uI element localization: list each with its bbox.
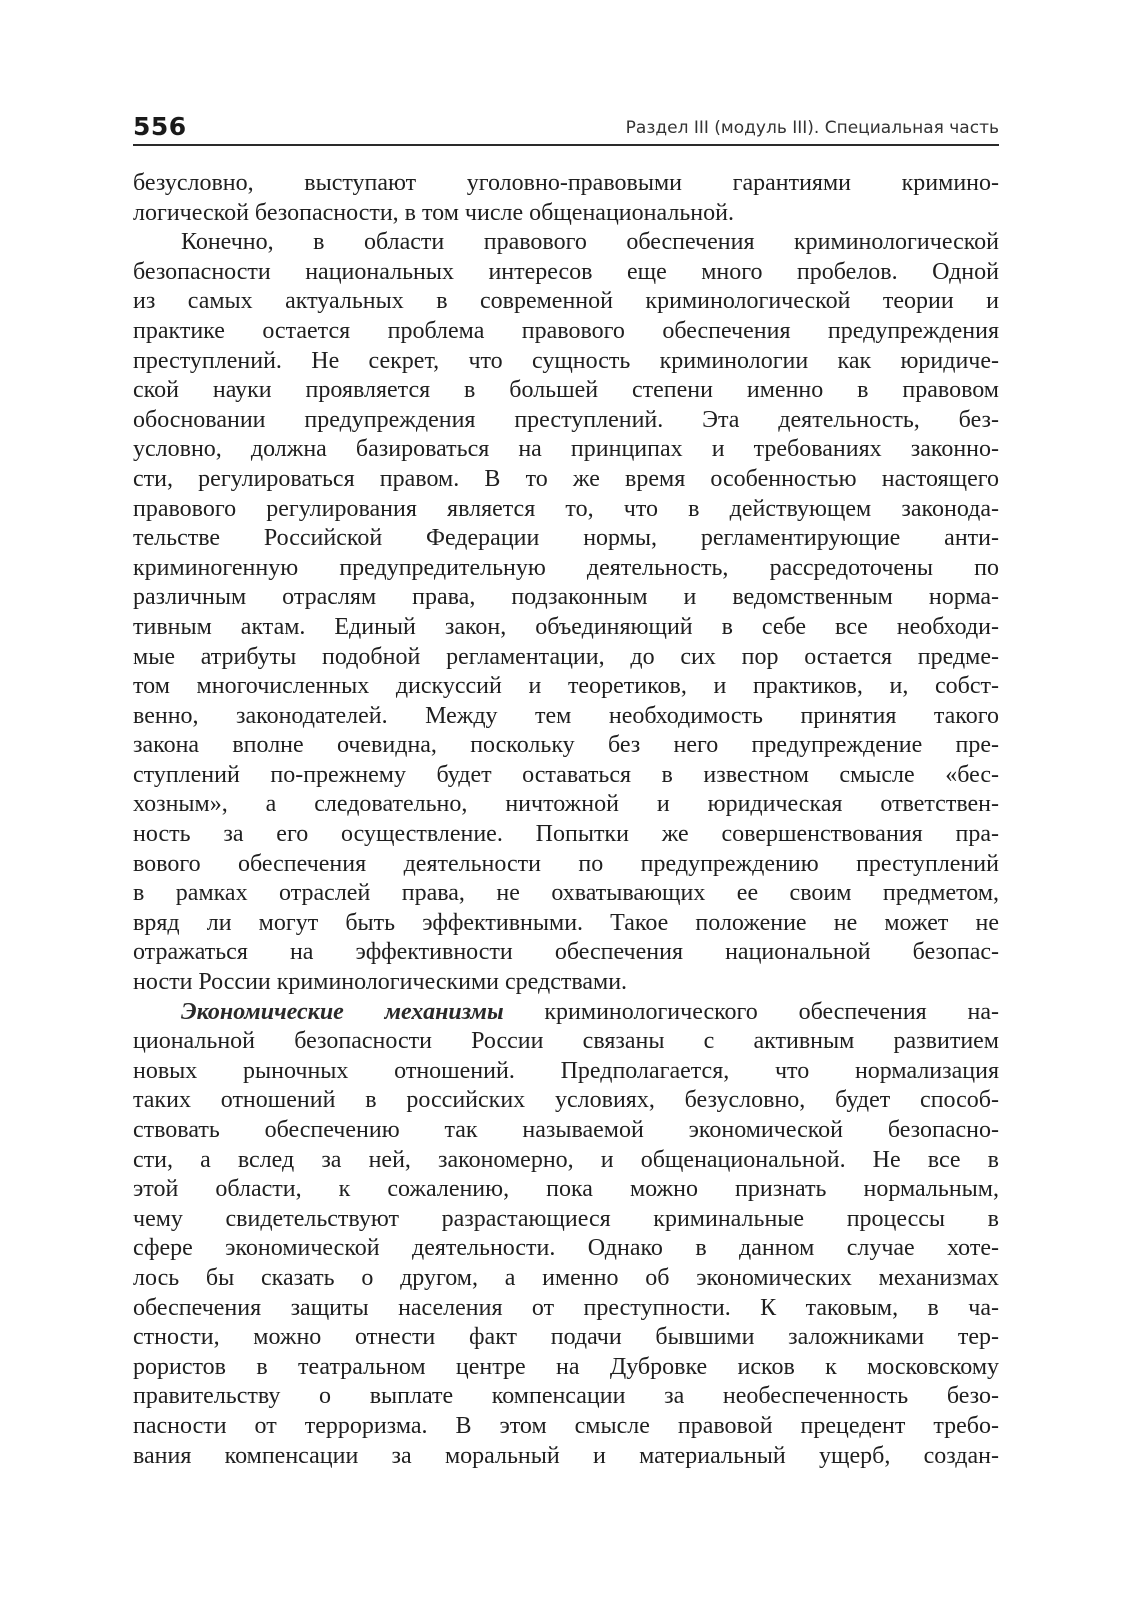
text-line: правительству о выплате компенсации за необеспеченность безо-: [133, 1383, 999, 1410]
running-head: [133, 112, 999, 146]
text-line: чему свидетельствуют разрастающиеся криминальные процессы в: [133, 1205, 999, 1232]
text-line: хозным», а следовательно, ничтожной и юридическая ответствен-: [133, 791, 999, 818]
text-line: обеспечения защиты населения от преступности. К таковым, в ча-: [133, 1294, 999, 1321]
text-line: сти, а вслед за ней, закономерно, и общенациональной. Не все в: [133, 1146, 999, 1173]
section-title: Раздел III (модуль III). Специальная часть: [625, 118, 999, 138]
text-line: преступлений. Не секрет, что сущность криминологии как юридиче-: [133, 347, 999, 374]
text-line: рористов в театральном центре на Дубровке исков к московскому: [133, 1353, 999, 1380]
text-line: пасности от терроризма. В этом смысле правовой прецедент требо-: [133, 1412, 999, 1439]
text-line: вания компенсации за моральный и материальный ущерб, создан-: [133, 1442, 999, 1469]
text-line: ской науки проявляется в большей степени именно в правовом: [133, 377, 999, 404]
text-line: сти, регулироваться правом. В то же время особенностью настоящего: [133, 465, 999, 492]
emphasized-term: Экономические механизмы: [181, 998, 504, 1025]
text-line: вряд ли могут быть эффективными. Такое положение не может не: [133, 909, 999, 936]
text-line: правового регулирования является то, что в действующем законода-: [133, 495, 999, 522]
text-line: практике остается проблема правового обеспечения предупреждения: [133, 317, 999, 344]
text-line: Конечно, в области правового обеспечения криминологической: [181, 229, 999, 256]
text-line: тивным актам. Единый закон, объединяющий в себе все необходи-: [133, 613, 999, 640]
text-line: ступлений по-прежнему будет оставаться в известном смысле «бес-: [133, 761, 999, 788]
text-line: криминогенную предупредительную деятельность, рассредоточены по: [133, 554, 999, 581]
text-line: циональной безопасности России связаны с активным развитием: [133, 1028, 999, 1055]
text-line: новых рыночных отношений. Предполагается, что нормализация: [133, 1057, 999, 1084]
body-text: [133, 169, 999, 1471]
text-line: стности, можно отнести факт подачи бывшими заложниками тер-: [133, 1324, 999, 1351]
text-line: сфере экономической деятельности. Однако в данном случае хоте-: [133, 1235, 999, 1262]
text-line: тельстве Российской Федерации нормы, регламентирующие анти-: [133, 525, 999, 552]
text-line: различным отраслям права, подзаконным и ведомственным норма-: [133, 584, 999, 611]
text-line: из самых актуальных в современной криминологической теории и: [133, 288, 999, 315]
text-line: ствовать обеспечению так называемой экономической безопасно-: [133, 1117, 999, 1143]
text-line: этой области, к сожалению, пока можно признать нормальным,: [133, 1176, 999, 1203]
text-line: венно, законодателей. Между тем необходимость принятия такого: [133, 702, 999, 729]
text-line: безусловно, выступают уголовно-правовыми гарантиями кримино-: [133, 170, 999, 196]
text-fragment: криминологического обеспечения на-: [503, 998, 999, 1025]
text-line: лось бы сказать о другом, а именно об экономических механизмах: [133, 1264, 999, 1291]
text-line: обосновании предупреждения преступлений. Эта деятельность, без-: [133, 406, 999, 433]
text-line: безопасности национальных интересов еще много пробелов. Одной: [133, 258, 999, 285]
text-line: в рамках отраслей права, не охватывающих ее своим предметом,: [133, 880, 999, 907]
text-line: том многочисленных дискуссий и теоретиков, и практиков, и, собст-: [133, 673, 999, 700]
text-line: таких отношений в российских условиях, безусловно, будет способ-: [133, 1087, 999, 1114]
text-line: [133, 998, 999, 1028]
text-line: вового обеспечения деятельности по предупреждению преступлений: [133, 850, 999, 877]
text-line: условно, должна базироваться на принципах и требованиях законно-: [133, 436, 999, 463]
page-number: 556: [133, 112, 187, 141]
text-line: закона вполне очевидна, поскольку без него предупреждение пре-: [133, 732, 999, 759]
text-line: ность за его осуществление. Попытки же совершенствования пра-: [133, 821, 999, 848]
text-line: отражаться на эффективности обеспечения национальной безопас-: [133, 939, 999, 966]
text-line: мые атрибуты подобной регламентации, до сих пор остается предме-: [133, 643, 999, 670]
text-line: ности России криминологическими средствами.: [133, 969, 628, 996]
text-line: логической безопасности, в том числе общенациональной.: [133, 199, 734, 226]
